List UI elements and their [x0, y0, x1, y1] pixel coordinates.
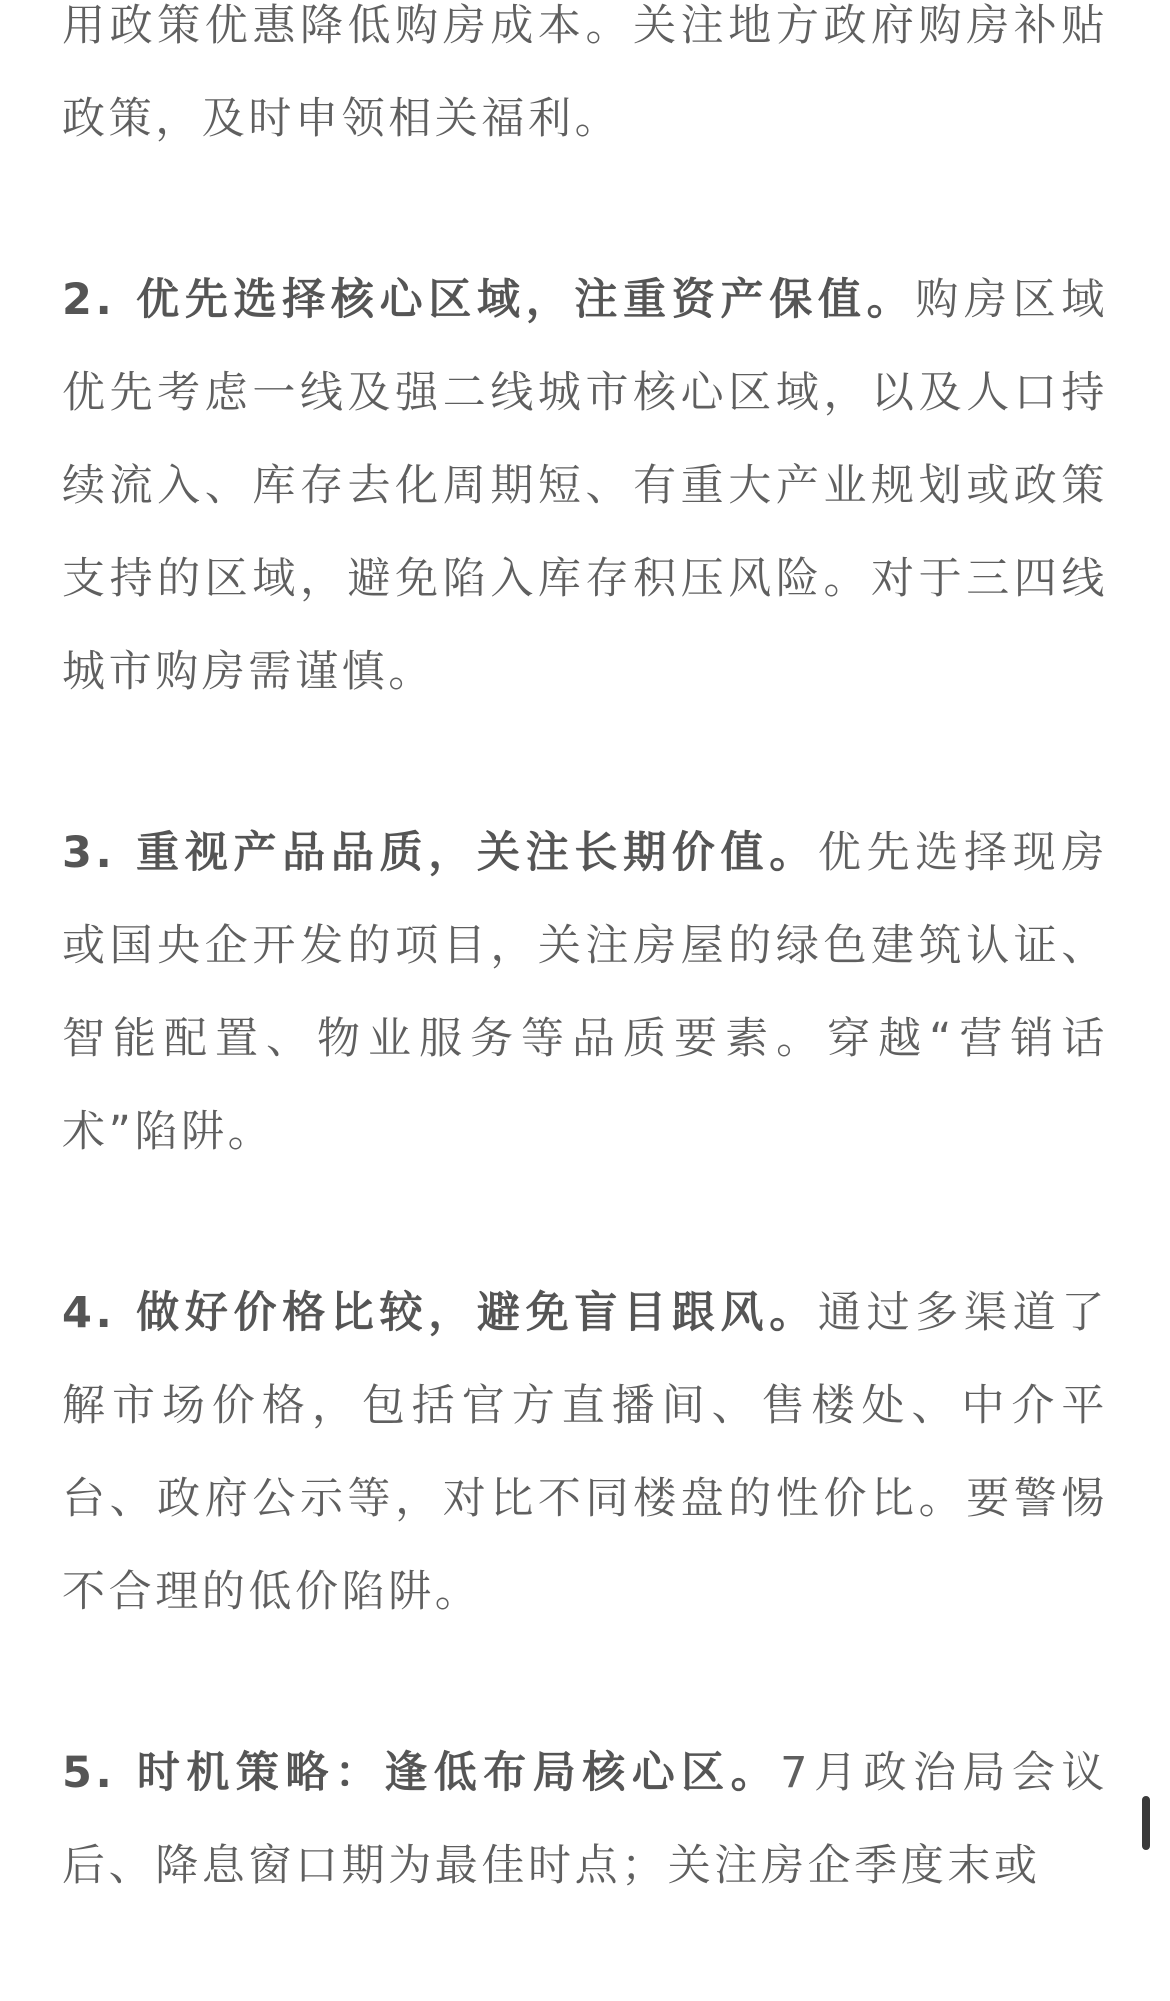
paragraph-5: [62, 1727, 1108, 1913]
paragraph-2: [62, 254, 1108, 719]
paragraph-1-text: 用政策优惠降低购房成本。关注地方政府购房补贴政策，及时申领相关福利。: [62, 1, 1108, 144]
paragraph-4-lead: 4. 做好价格比较，避免盲目跟风。: [62, 1288, 818, 1338]
paragraph-5-text: 7月政治局会议后、降息窗口期为最佳时点；关注房企季度末或: [62, 1748, 1108, 1891]
paragraph-5-lead: 5. 时机策略：逢低布局核心区。: [62, 1748, 781, 1798]
article-body: [62, 0, 1108, 2001]
paragraph-3: [62, 807, 1108, 1179]
paragraph-3-lead: 3. 重视产品品质，关注长期价值。: [62, 828, 818, 878]
paragraph-2-lead: 2. 优先选择核心区域，注重资产保值。: [62, 275, 916, 325]
scrollbar-thumb[interactable]: [1142, 1796, 1150, 1850]
paragraph-2-text: 购房区域优先考虑一线及强二线城市核心区域，以及人口持续流入、库存去化周期短、有重大产业规划或政策支持的区域，避免陷入库存积压风险。对于三四线城市购房需谨慎。: [62, 275, 1109, 697]
paragraph-4-text: 通过多渠道了解市场价格，包括官方直播间、售楼处、中介平台、政府公示等，对比不同楼盘的性价比。要警惕不合理的低价陷阱。: [62, 1288, 1108, 1617]
paragraph-4: [62, 1267, 1108, 1639]
paragraph-3-text: 优先选择现房或国央企开发的项目，关注房屋的绿色建筑认证、智能配置、物业服务等品质要素。穿越“营销话术”陷阱。: [62, 828, 1108, 1157]
paragraph-1: [62, 0, 1108, 166]
